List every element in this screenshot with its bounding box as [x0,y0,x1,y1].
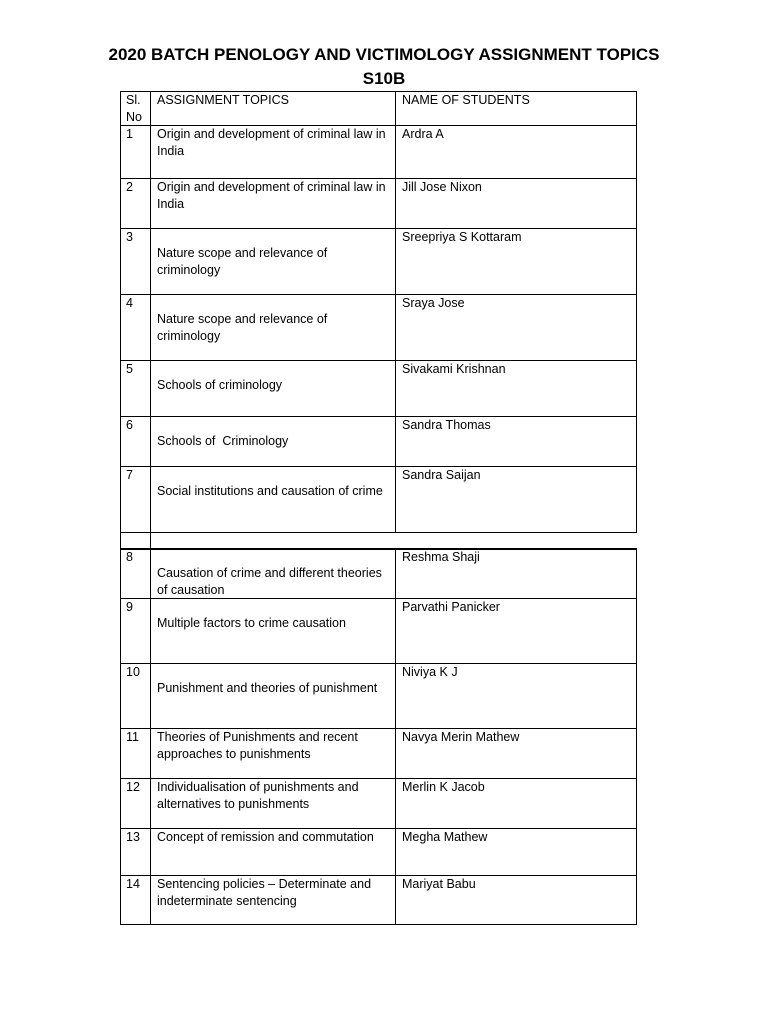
table-row [121,179,637,229]
row-student-name: Niviya K J [396,664,637,729]
row-topic: Theories of Punishments and recent approaches to punishments [151,729,396,779]
assignment-table-1 [120,91,637,550]
row-sl-no: 13 [121,829,151,876]
row-student-name: Ardra A [396,126,637,179]
row-topic [151,549,396,599]
row-sl-no: 2 [121,179,151,229]
row-topic [151,467,396,533]
table-row [121,361,637,417]
row-student-name: Sivakami Krishnan [396,361,637,417]
row-topic: Sentencing policies – Determinate and indeterminate sentencing [151,876,396,925]
row-sl-no: 8 [121,549,151,599]
table-row-empty [121,533,637,550]
row-topic [151,599,396,664]
header-sl-no: Sl. No [121,92,151,126]
row-student-name: Merlin K Jacob [396,779,637,829]
row-topic [151,229,396,295]
row-topic-text: Social institutions and causation of crime [157,484,383,498]
assignment-table-2 [120,548,637,925]
table-row [121,729,637,779]
row-topic [151,417,396,467]
table-row [121,467,637,533]
row-sl-no: 14 [121,876,151,925]
table-header-row [121,92,637,126]
row-topic [151,361,396,417]
row-topic-text: Nature scope and relevance of criminology [157,312,328,343]
row-topic: Origin and development of criminal law in India [151,126,396,179]
row-topic: Origin and development of criminal law in India [151,179,396,229]
row-student-name: Mariyat Babu [396,876,637,925]
row-sl-no: 5 [121,361,151,417]
row-student-name: Sandra Thomas [396,417,637,467]
row-sl-no: 9 [121,599,151,664]
table-row [121,126,637,179]
table-row [121,295,637,361]
row-sl-no: 12 [121,779,151,829]
row-sl-no: 4 [121,295,151,361]
table-row [121,829,637,876]
header-assignment-topics: ASSIGNMENT TOPICS [151,92,396,126]
row-topic-text: Causation of crime and different theories of causation [157,566,382,597]
row-student-name: Navya Merin Mathew [396,729,637,779]
row-student-name: Sraya Jose [396,295,637,361]
table-row [121,417,637,467]
document-title: 2020 BATCH PENOLOGY AND VICTIMOLOGY ASSIGNMENT TOPICS [108,45,660,64]
row-topic: Individualisation of punishments and alternatives to punishments [151,779,396,829]
row-sl-no: 11 [121,729,151,779]
table-row [121,229,637,295]
table-row [121,876,637,925]
row-topic [151,295,396,361]
row-topic: Concept of remission and commutation [151,829,396,876]
row-sl-no: 10 [121,664,151,729]
row-sl-no [121,533,151,550]
document-subtitle: S10B [362,69,406,88]
row-sl-no: 3 [121,229,151,295]
row-sl-no: 1 [121,126,151,179]
table-row [121,664,637,729]
row-topic-text: Schools of Criminology [157,434,289,448]
row-sl-no: 6 [121,417,151,467]
row-student-name: Parvathi Panicker [396,599,637,664]
table-row [121,599,637,664]
row-topic-text: Nature scope and relevance of criminology [157,246,328,277]
table-row [121,549,637,599]
row-student-name: Sreepriya S Kottaram [396,229,637,295]
row-topic-text: Schools of criminology [157,378,283,392]
row-student-name: Jill Jose Nixon [396,179,637,229]
row-topic [151,664,396,729]
row-topic-text: Punishment and theories of punishment [157,681,378,695]
row-sl-no: 7 [121,467,151,533]
row-empty-cell [151,533,637,550]
row-student-name: Reshma Shaji [396,549,637,599]
row-topic-text: Multiple factors to crime causation [157,616,346,630]
row-student-name: Sandra Saijan [396,467,637,533]
row-student-name: Megha Mathew [396,829,637,876]
table-row [121,779,637,829]
header-name-of-students: NAME OF STUDENTS [396,92,637,126]
